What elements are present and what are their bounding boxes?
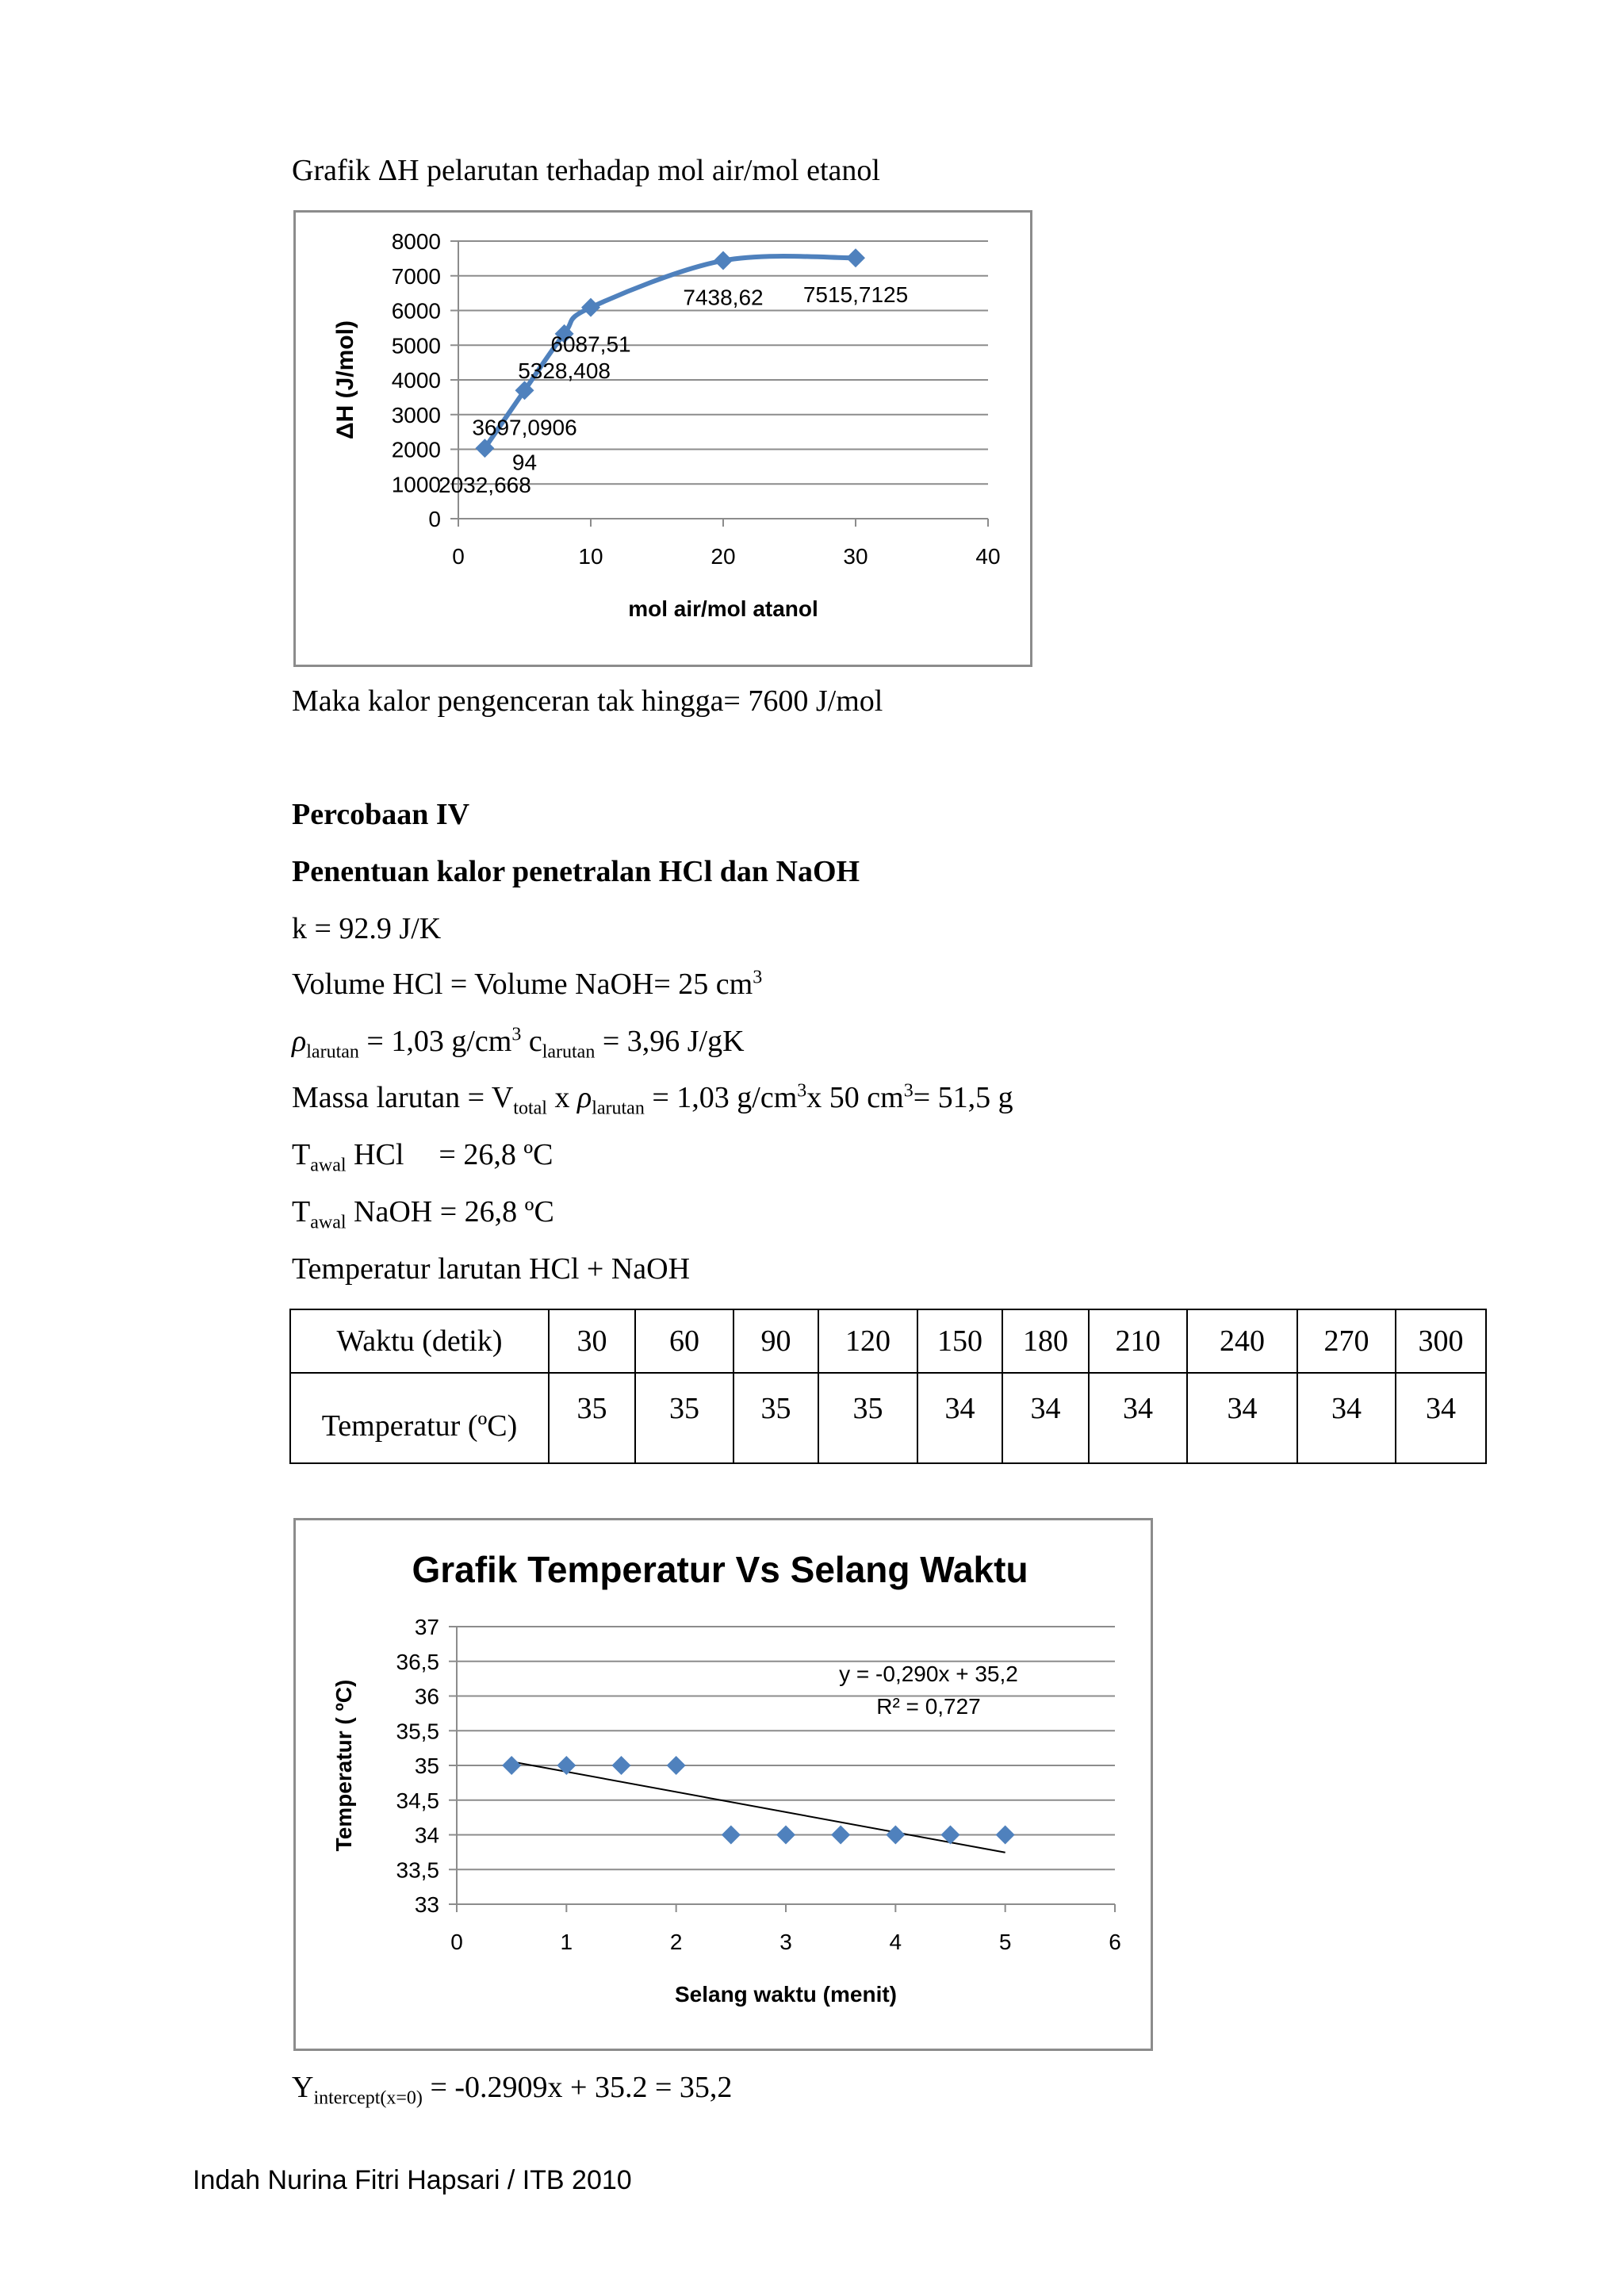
temperature-table bbox=[289, 1309, 1487, 1464]
row-header-time: Waktu (detik) bbox=[290, 1309, 549, 1373]
temp-cell: 34 bbox=[1297, 1373, 1396, 1463]
time-cell: 300 bbox=[1396, 1309, 1486, 1373]
temp-cell: 34 bbox=[1396, 1373, 1486, 1463]
temp-cell: 35 bbox=[635, 1373, 733, 1463]
section-title: Percobaan IV bbox=[292, 798, 470, 831]
time-cell: 30 bbox=[549, 1309, 635, 1373]
y-tick-label: 36,5 bbox=[396, 1649, 439, 1674]
data-point bbox=[612, 1756, 631, 1775]
chart1-caption: Grafik ΔH pelarutan terhadap mol air/mol etanol bbox=[292, 154, 880, 187]
x-tick-label: 2 bbox=[669, 1930, 683, 1954]
y-tick-label: 33 bbox=[414, 1892, 439, 1917]
y-tick-label: 1000 bbox=[391, 472, 441, 497]
time-cell: 240 bbox=[1187, 1309, 1297, 1373]
y-tick-label: 36 bbox=[414, 1684, 439, 1709]
y-axis-title: ΔH (J/mol) bbox=[332, 320, 358, 439]
x-tick-label: 1 bbox=[560, 1930, 573, 1954]
y-tick-label: 5000 bbox=[391, 333, 441, 358]
y-tick-label: 0 bbox=[428, 507, 441, 531]
y-tick-label: 34 bbox=[414, 1823, 439, 1848]
data-label: 7515,7125 bbox=[802, 282, 909, 308]
massa-line: Massa larutan = $V_{total}$ x $\rho_{larutan} = 1,03$ $g/cm^3x$ 50 $cm^3= 51,5$ g bbox=[292, 1080, 1013, 1119]
temp-cell: 34 bbox=[1089, 1373, 1187, 1463]
x-axis-title: Selang waktu (menit) bbox=[674, 1982, 898, 2007]
data-point bbox=[722, 1826, 741, 1845]
intercept-line: $Y_{intercept(x=0)} = -0.2909x + 35.2 = 35,2$ bbox=[292, 2071, 733, 2109]
x-tick-label: 6 bbox=[1109, 1930, 1121, 1954]
time-cell: 210 bbox=[1089, 1309, 1187, 1373]
y-tick-label: 34,5 bbox=[396, 1788, 439, 1813]
data-point bbox=[831, 1826, 850, 1845]
time-cell: 90 bbox=[733, 1309, 818, 1373]
chart2-box bbox=[293, 1518, 1153, 2051]
x-tick-label: 3 bbox=[779, 1930, 792, 1954]
data-point bbox=[667, 1756, 686, 1775]
temp-cell: 34 bbox=[917, 1373, 1002, 1463]
t-naoh-line: $T_{awal}$ NaOH = 26,8 ºC bbox=[292, 1195, 554, 1233]
row-header-temp: Temperatur (ºC) bbox=[290, 1373, 549, 1463]
data-point bbox=[557, 1756, 576, 1775]
y-tick-label: 3000 bbox=[391, 402, 441, 427]
y-tick-label: 35 bbox=[414, 1754, 439, 1778]
time-cell: 120 bbox=[818, 1309, 917, 1373]
r-squared: R² = 0,727 bbox=[876, 1694, 981, 1719]
chart-title: Grafik Temperatur Vs Selang Waktu bbox=[412, 1549, 1028, 1590]
time-cell: 150 bbox=[917, 1309, 1002, 1373]
trendline-equation: y = -0,290x + 35,2 bbox=[839, 1662, 1018, 1686]
footer-text: Indah Nurina Fitri Hapsari / ITB 2010 bbox=[193, 2165, 632, 2195]
time-cell: 180 bbox=[1002, 1309, 1089, 1373]
x-tick-label: 40 bbox=[975, 544, 1001, 569]
y-tick-label: 2000 bbox=[391, 437, 441, 462]
data-point bbox=[502, 1756, 521, 1775]
chart1-box bbox=[293, 210, 1032, 667]
data-point bbox=[714, 251, 733, 270]
y-axis-title: Temperatur ( ºC) bbox=[331, 1679, 356, 1852]
data-label: 5328,408 bbox=[518, 358, 611, 383]
data-label: 2032,668 bbox=[439, 473, 531, 498]
y-tick-label: 8000 bbox=[391, 229, 441, 254]
data-label: 3697,0906 94 bbox=[472, 415, 577, 475]
x-tick-label: 20 bbox=[710, 544, 736, 569]
x-tick-label: 5 bbox=[998, 1930, 1012, 1954]
time-cell: 270 bbox=[1297, 1309, 1396, 1373]
y-tick-label: 35,5 bbox=[396, 1719, 439, 1744]
table-row-time bbox=[290, 1309, 1486, 1373]
table-caption: Temperatur larutan HCl + NaOH bbox=[292, 1252, 691, 1286]
chart1-svg bbox=[296, 213, 1030, 665]
data-point bbox=[581, 298, 600, 317]
k-value: k = 92.9 J/K bbox=[292, 912, 442, 945]
temp-cell: 34 bbox=[1187, 1373, 1297, 1463]
conclusion-text: Maka kalor pengenceran tak hingga= 7600 J/mol bbox=[292, 684, 883, 718]
data-label: 7438,62 bbox=[683, 285, 764, 310]
y-tick-label: 7000 bbox=[391, 263, 441, 289]
temp-cell: 35 bbox=[818, 1373, 917, 1463]
y-tick-label: 37 bbox=[414, 1615, 439, 1639]
data-label: 6087,51 bbox=[550, 332, 631, 357]
data-point bbox=[846, 248, 865, 267]
rho-line: $\rho_{larutan} = 1,03$ $g/cm^3$ $c_{larutan} = 3,96$ J/gK bbox=[292, 1024, 745, 1063]
data-point bbox=[996, 1826, 1015, 1845]
x-tick-label: 0 bbox=[452, 544, 465, 569]
t-hcl-line: $T_{awal}$ HCl = 26,8 ºC bbox=[292, 1138, 553, 1176]
y-tick-label: 33,5 bbox=[396, 1857, 439, 1883]
chart2-svg bbox=[296, 1520, 1151, 2049]
temp-cell: 34 bbox=[1002, 1373, 1089, 1463]
y-tick-label: 4000 bbox=[391, 368, 441, 393]
time-cell: 60 bbox=[635, 1309, 733, 1373]
volume-line: Volume HCl = Volume NaOH= 25 $cm^3$ bbox=[292, 967, 763, 1001]
data-point bbox=[886, 1826, 905, 1845]
x-tick-label: 30 bbox=[843, 544, 868, 569]
data-point bbox=[776, 1826, 795, 1845]
x-axis-title: mol air/mol atanol bbox=[628, 596, 818, 621]
temp-cell: 35 bbox=[549, 1373, 635, 1463]
temp-cell: 35 bbox=[733, 1373, 818, 1463]
table-row-temp bbox=[290, 1373, 1486, 1463]
x-tick-label: 0 bbox=[450, 1930, 463, 1954]
x-tick-label: 10 bbox=[578, 544, 603, 569]
trendline bbox=[511, 1761, 1005, 1853]
y-tick-label: 6000 bbox=[391, 298, 441, 324]
x-tick-label: 4 bbox=[889, 1930, 902, 1954]
section-subtitle: Penentuan kalor penetralan HCl dan NaOH bbox=[292, 855, 860, 888]
